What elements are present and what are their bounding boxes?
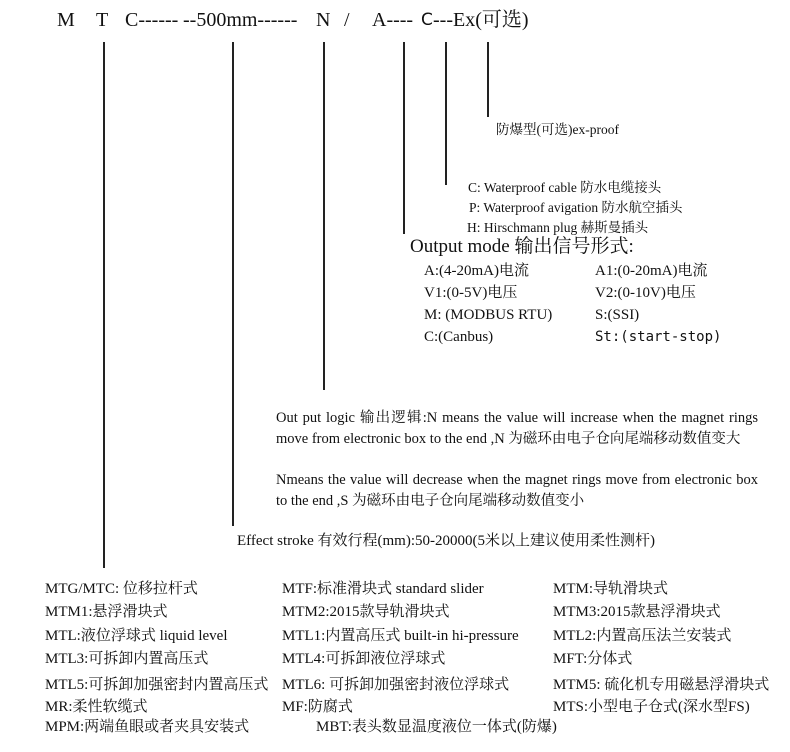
model-item: MTL5:可拆卸加强密封内置高压式 [45,677,269,693]
model-item: MTM1:悬浮滑块式 [45,604,168,620]
model-item: MTS:小型电子仓式(深水型FS) [553,699,750,715]
effect-stroke: Effect stroke 有效行程(mm):50-20000(5米以上建议使用柔性测杆) [237,533,656,549]
leader-line-stroke [232,42,234,526]
model-item: MTL:液位浮球式 liquid level [45,628,228,644]
connector-p: P: Waterproof avigation 防水航空插头 [469,200,683,215]
code-slash: / [344,9,350,31]
model-item: MTL2:内置高压法兰安装式 [553,628,732,644]
model-item: MF:防腐式 [282,699,353,715]
model-item: MTL3:可拆卸内置高压式 [45,651,209,667]
model-item: MFT:分体式 [553,651,633,667]
code-t: T [96,9,109,31]
connector-h: H: Hirschmann plug 赫斯曼插头 [467,220,649,235]
output-mode-title: Output mode 输出信号形式: [410,236,634,257]
output-v1: V1:(0-5V)电压 [424,285,518,301]
leader-line-connector [445,42,447,185]
model-item: MTL4:可拆卸液位浮球式 [282,651,446,667]
model-item: MTM2:2015款导轨滑块式 [282,604,450,620]
output-m: M: (MODBUS RTU) [424,307,553,323]
model-item: MTL6: 可拆卸加强密封液位浮球式 [282,677,510,693]
leader-line-output [403,42,405,234]
model-item: MTM5: 硫化机专用磁悬浮滑块式 [553,677,770,693]
code-m: M [57,9,75,31]
output-st: St:(start-stop) [595,329,722,345]
output-logic-s: Nmeans the value will decrease when the magnet rings move from electronic box to the end ,S 为磁环由电子仓向尾端移动数值变小 [276,472,758,509]
connector-c: C: Waterproof cable 防水电缆接头 [468,180,662,195]
model-item: MTM3:2015款悬浮滑块式 [553,604,721,620]
code-c: C------ [125,9,179,31]
exproof-label: 防爆型(可选)ex-proof [496,122,619,137]
model-item: MTL1:内置高压式 built-in hi-pressure [282,628,519,644]
code-n: N [316,9,331,31]
model-item: MBT:表头数显温度液位一体式(防爆) [316,719,557,735]
model-item: MTM:导轨滑块式 [553,581,669,597]
code-ex: ---Ex(可选) [433,9,529,31]
output-logic-n: Out put logic 输出逻辑:N means the value will increase when the magnet rings move from electronic box to the end ,N 为磁环由电子仓向尾端移动数值变大 [276,410,758,447]
leader-line-model [103,42,105,568]
leader-line-exproof [487,42,489,117]
model-item: MR:柔性软缆式 [45,699,148,715]
output-a: A:(4-20mA)电流 [424,263,529,279]
output-a1: A1:(0-20mA)电流 [595,263,708,279]
output-v2: V2:(0-10V)电压 [595,285,696,301]
leader-line-logic [323,42,325,390]
code-a: A---- [372,9,414,31]
model-item: MTG/MTC: 位移拉杆式 [45,581,198,597]
model-item: MTF:标准滑块式 standard slider [282,581,484,597]
output-s: S:(SSI) [595,307,640,323]
code-cable: C [421,10,433,30]
model-item: MPM:两端鱼眼或者夹具安装式 [45,719,250,735]
output-c: C:(Canbus) [424,329,494,345]
code-stroke: --500mm------ [183,9,298,31]
